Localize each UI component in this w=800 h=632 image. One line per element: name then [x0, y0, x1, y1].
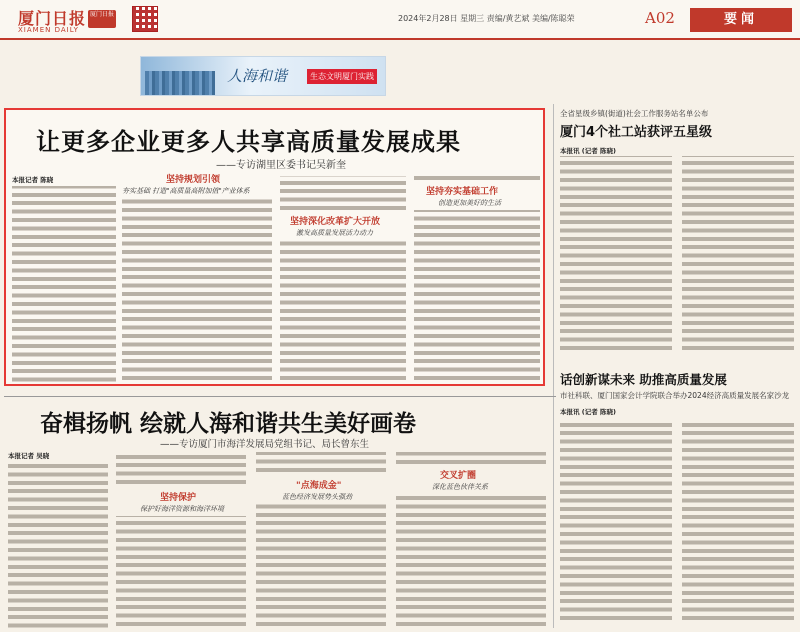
text-column [560, 422, 672, 622]
article-subtitle: ——专访湖里区委书记吴新奎 [216, 160, 346, 171]
text-column [122, 198, 272, 382]
section-label: 要闻 [690, 8, 792, 32]
newspaper-logo: 厦门日报 [18, 9, 87, 28]
text-column [116, 516, 246, 628]
byline: 本报记者 吴晓 [8, 452, 50, 460]
article-subtitle-2: ——专访厦门市海洋发展局党组书记、局长曾东生 [160, 439, 370, 450]
text-column [414, 210, 540, 382]
text-column [8, 452, 108, 628]
date-line: 2024年2月28日 星期三 责编/黄艺斌 美编/陈聪荣 [398, 14, 575, 23]
text-column [560, 156, 672, 352]
city-skyline-icon [145, 71, 215, 95]
section-heading: 坚持规划引领 [166, 175, 221, 185]
side-article-salon[interactable] [560, 370, 796, 418]
text-column [116, 452, 246, 486]
section-heading: 坚持深化改革扩大开放 [290, 217, 381, 227]
section-heading: 坚持夯实基础工作 [426, 187, 499, 197]
section-lead: 深化蓝色伙伴关系 [432, 483, 488, 491]
column-banner [140, 56, 386, 96]
section-lead: 蓝色经济发展势头强劲 [282, 493, 352, 501]
section-lead: 保护好海洋资源和海洋环境 [140, 505, 224, 513]
text-column [256, 452, 386, 474]
horizontal-divider [4, 396, 556, 397]
article-headline: 让更多企业更多人共享高质量发展成果 [36, 127, 461, 156]
text-column [682, 156, 794, 352]
section-lead: 激发高质量发展活力动力 [296, 229, 373, 237]
article-headline-2: 奋楫扬帆 绘就人海和谐共生美好画卷 [40, 410, 417, 437]
section-lead: 夯实基础 打造"高质量高附加值"产业体系 [122, 187, 250, 195]
badge-icon: 厦门日报 [88, 10, 116, 28]
section-heading: 坚持保护 [160, 493, 197, 503]
text-column [280, 240, 406, 382]
column-divider [553, 104, 554, 628]
byline: 本报讯 (记者 陈晓) [560, 408, 616, 416]
newspaper-logo-en: XIAMEN DAILY [18, 26, 79, 34]
text-column [280, 176, 406, 212]
qr-code-icon [132, 6, 158, 32]
text-column [396, 494, 546, 628]
side-article-social-work[interactable] [560, 108, 796, 360]
article-subtitle: 市社科联、厦门国家会计学院联合举办2024经济高质量发展名家沙龙 [560, 391, 790, 400]
byline: 本报讯 (记者 陈晓) [560, 147, 616, 155]
section-lead: 创造更加美好的生活 [438, 199, 501, 207]
page-number: A02 [645, 9, 675, 27]
article-kicker: 全省星级乡镇(街道)社会工作服务站名单公布 [560, 109, 709, 118]
banner-title: 人海和谐 [227, 67, 288, 85]
text-column [12, 176, 116, 382]
highlighted-article[interactable] [4, 108, 545, 386]
text-column [682, 422, 794, 622]
article-headline: 话创新谋未来 助推高质量发展 [560, 372, 727, 387]
text-column [396, 452, 546, 466]
section-heading: "点海成金" [296, 481, 342, 491]
masthead [0, 0, 800, 40]
article-headline: 厦门4个社工站获评五星级 [560, 125, 713, 140]
text-column [256, 504, 386, 628]
text-column [414, 176, 540, 182]
section-heading: 交叉扩圈 [440, 471, 477, 481]
byline: 本报记者 陈晓 [12, 176, 54, 184]
banner-tag: 生态文明厦门实践 [307, 69, 377, 84]
